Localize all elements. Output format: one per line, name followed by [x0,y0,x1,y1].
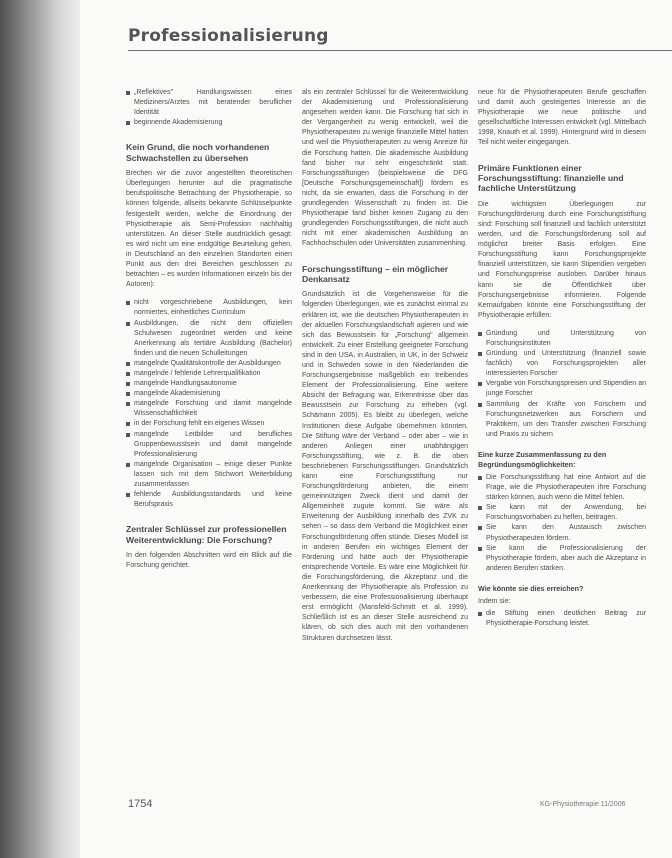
square-bullet-icon [478,476,482,480]
list-item: Vergabe von Forschungspreisen und Stipendien an junge Forscher [478,379,646,399]
square-bullet-icon [126,91,130,95]
list-item: Gründung und Unterstützung von Forschungsinstituten [478,329,646,349]
paragraph: Die wichtigsten Überlegungen zur Forschungsförderung durch eine Forschungsstiftung sind: Forschung soll finanziell und fachlich unterstützt werden, und die Forschungsförderung soll auf möglichst breiter Basis erfolgen. Eine Forschungsstiftung kann Forschungsprojekte finanziell unterstützen, sie kann Stipendien vergeben und Forschungspreise ausloben. Darüber hinaus kann sie die Öffentlichkeit über Forschungsergebnisse informieren. Folgende Kernaufgaben könnte eine Forschungsstiftung der Physiotherapie erfüllen: [478,200,646,319]
square-bullet-icon [126,301,130,305]
list-item: fehlende Ausbildungsstandards und keine Berufspraxis [126,490,292,510]
paragraph: Indem sie: [478,597,511,605]
paragraph: als ein zentraler Schlüssel für die Weiterentwicklung der Akademisierung und Professionalisierung angesehen werden kann. Die Forschung hat sich in der Vergangenheit zu wenig entwickelt, weil die Physiotherapeuten zu wenige finanzielle Mittel hatten und weil die Physiotherapeuten zu wenig Anreize für die Forschung hatten. Die akademische Ausbildung fand bisher nur sehr eingeschränkt statt. Forschungsstiftungen (beispielsweise die DFG [Deutsche Forschungsgemeinschaft]) fördern es nicht, da sie erwarten, dass die Forschung in der grundlegenden Wissenschaft zu finden ist. Die Physiotherapie fand bisher keinen Zugang zu den grundlegenden Forschungsstiftungen, die nicht auch nicht mit einer akademischen Ausbildung an Fachhochschulen oder Universitäten zusammenhing. [302,89,468,248]
list-item: mangelnde Forschung und damit mangelnde Wissenschaftlichkeit [126,399,292,419]
list-item: mangelnde Organisation – einige dieser Punkte lassen sich mit dem Stichwort Weiterbildung zusammenfassen [126,460,292,490]
square-bullet-icon [478,526,482,530]
list-item: Sie kann den Austausch zwischen Physiotherapeuten fördern. [478,523,646,543]
minor-heading: Eine kurze Zusammenfassung zu den Begründungsmöglichkeiten: [478,449,607,469]
square-bullet-icon [126,493,130,497]
square-bullet-icon [478,403,482,407]
list-item: die Stiftung einen deutlichen Beitrag zur Physiotherapie-Forschung leistet. [478,609,646,629]
square-bullet-icon [478,547,482,551]
list-item: Ausbildungen, die nicht dem offiziellen Schulwesen zugeordnet werden und keine Anerkennung als tertiäre Ausbildung (Bachelor) finden und die neuen Schulleitungen [126,319,292,359]
list-item: Sammlung der Kräfte von Forschern und Forschungsnetzwerken aus Forschern und Praktikern, um den Transfer zwischen Forschung und Praxis zu sichern [478,400,646,440]
paragraph: Brechen wir die zuvor angestellten theoretischen Überlegungen herunter auf die pragmatische berufspolitische Betrachtung der Physiotherapie, so können folgende, allseits bekannte Schlüsselpunkte festgestellt werden, welche die Einordnung der Physiotherapie als Semi-Profession nachhaltig unterstützen. An dieser Stelle ausdrücklich gesagt: es wird nicht um eine endgültige Beurteilung gehen, in Deutschland an den einzelnen Standorten einen Punkt aus den drei Bereichen geschlossen zu betrachten – es wurden Informationen einzeln bis der Autoren): [126,170,292,289]
square-bullet-icon [478,332,482,336]
square-bullet-icon [126,463,130,467]
square-bullet-icon [126,402,130,406]
subheading: Forschungsstiftung – ein möglicher Denkansatz [302,263,449,284]
scan-shadow [0,0,84,858]
square-bullet-icon [126,322,130,326]
column-right [478,88,646,637]
square-bullet-icon [126,392,130,396]
square-bullet-icon [126,422,130,426]
bullet-list-means [478,609,646,629]
bullet-list-functions [478,329,646,440]
bullet-list-summary [478,473,646,574]
subheading: Primäre Funktionen einer Forschungsstiftung: finanzielle und fachliche Unterstützung [478,162,624,194]
list-item: beginnende Akademisierung [126,118,292,128]
list-item: Gründung und Unterstützung (finanziell sowie fachlich) von Forschungsprojekten aller interessierten Forscher [478,349,646,379]
column-left [126,88,292,579]
square-bullet-icon [478,352,482,356]
list-item: nicht vorgeschriebene Ausbildungen, kein normiertes, einheitliches Curriculum [126,298,292,318]
square-bullet-icon [126,382,130,386]
square-bullet-icon [478,612,482,616]
paragraph: neue für die Physiotherapeuten Berufe geschaffen und damit auch gesteigertes Interesse an die Physiotherapie wie neue politische und gesellschaftliche Interessen entwickelt (vgl. Mittelbach 1998, Knauth et al. 1999). Hintergrund wird in diesem Teil nicht weiter eingegangen. [478,89,646,147]
square-bullet-icon [478,506,482,510]
magazine-page [80,0,672,858]
paragraph: Grundsätzlich ist die Vorgehensweise für die folgenden Überlegungen, wie es zunächst einmal zu erklären ist, wie die deutschen Physiotherapeuten in der aktuellen Forschungslandschaft agieren und wie sich das Bewusstsein für „Forschung" allgemein entwickelt. Zu einer Erstellung geeigneter Forschung sind in den USA, in Australien, in UK, in der Schweiz und in Schweden sowie in den Niederlanden die Forschungsergebnisse maßgeblich ein treibendes Element der Professionalisierung. Eine weitere Absicht der Befragung war, Erkenntnisse über das Bewusstsein zur Forschung zu erheben (vgl. Schämann 2005). Es bleibt zu überlegen, welche Institutionen diese Aufgabe übernehmen könnten. Die Stiftung wäre der Verband – oder aber – wie in anderen Anliegen einer unabhängigen Forschungsstiftung, wie z. B. die oben beschriebenen Forschungsstiftungen. Grundsätzlich kann eine Forschungsstiftung nur Forschungsförderung anbieten, die einem gemeinnützigen Zweck dient und damit der Allgemeinheit zugute kommt. Sie wäre als Erweiterung der Ausbildung innerhalb des ZVK zu sehen – so dass dem Verband die Möglichkeit einer Forschungsförderung offen stünde. Dieses Modell ist in anderen Berufen ein wichtiges Element der Förderung und hätte auch der Physiotherapie entsprechende Vorteile. Es wäre eine Möglichkeit für die Forschungsförderung, die Akzeptanz und die Anerkennung der Physiotherapie als Profession zu verbessern, die eine Professionalisierung überhaupt erst ermöglicht (Mansfeld-Schmitt et al. 1999). Schließlich ist es an dieser Stelle ausreichend zu klären, ob sich dies auch mit den vorhandenen Strukturen durchsetzen lässt. [302,291,468,642]
list-item: in der Forschung fehlt ein eigenes Wissen [126,419,292,429]
square-bullet-icon [126,372,130,376]
list-item: mangelnde Akademisierung [126,389,292,399]
paragraph: In den folgenden Abschnitten wird ein Blick auf die Forschung gerichtet. [126,552,292,570]
bullet-list-top [126,88,292,128]
list-item: Die Forschungsstiftung hat eine Antwort auf die Frage, wie die Physiotherapeuten ihre Forschung stärken können, auch wenn die Mittel fehlen. [478,473,646,503]
list-item: Sie kann die Professionalisierung der Physiotherapie fördern, aber auch die Akzeptanz in anderen Berufen stärken. [478,544,646,574]
square-bullet-icon [126,362,130,366]
square-bullet-icon [478,382,482,386]
section-title: Professionalisierung [128,26,329,46]
square-bullet-icon [126,121,130,125]
page-number: 1754 [128,798,153,810]
list-item: mangelnde Handlungsautonomie [126,379,292,389]
journal-footer: KG-Physiotherapie 11/2006 [540,801,626,808]
list-item: mangelnde / fehlende Lehrerqualifikation [126,369,292,379]
bullet-list-weaknesses [126,298,292,510]
page-header [128,26,672,51]
subheading: Zentraler Schlüssel zur professionellen Weiterentwicklung: Die Forschung? [126,524,287,545]
list-item: mangelnde Leitbilder und berufliches Gruppenbewusstsein und damit mangelnde Professionalisierung [126,430,292,460]
list-item: „Reflektives" Handlungswissen eines Mediziners/Arztes mit beratender beruflicher Identität [126,88,292,118]
square-bullet-icon [126,433,130,437]
column-middle [302,88,468,652]
list-item: mangelnde Qualitätskontrolle der Ausbildungen [126,359,292,369]
subheading: Kein Grund, die noch vorhandenen Schwachstellen zu übersehen [126,142,270,163]
list-item: Sie kann mit der Anwendung, bei Forschungsvorhaben zu helfen, beitragen. [478,503,646,523]
minor-heading: Wie könnte sie dies erreichen? [478,583,584,593]
